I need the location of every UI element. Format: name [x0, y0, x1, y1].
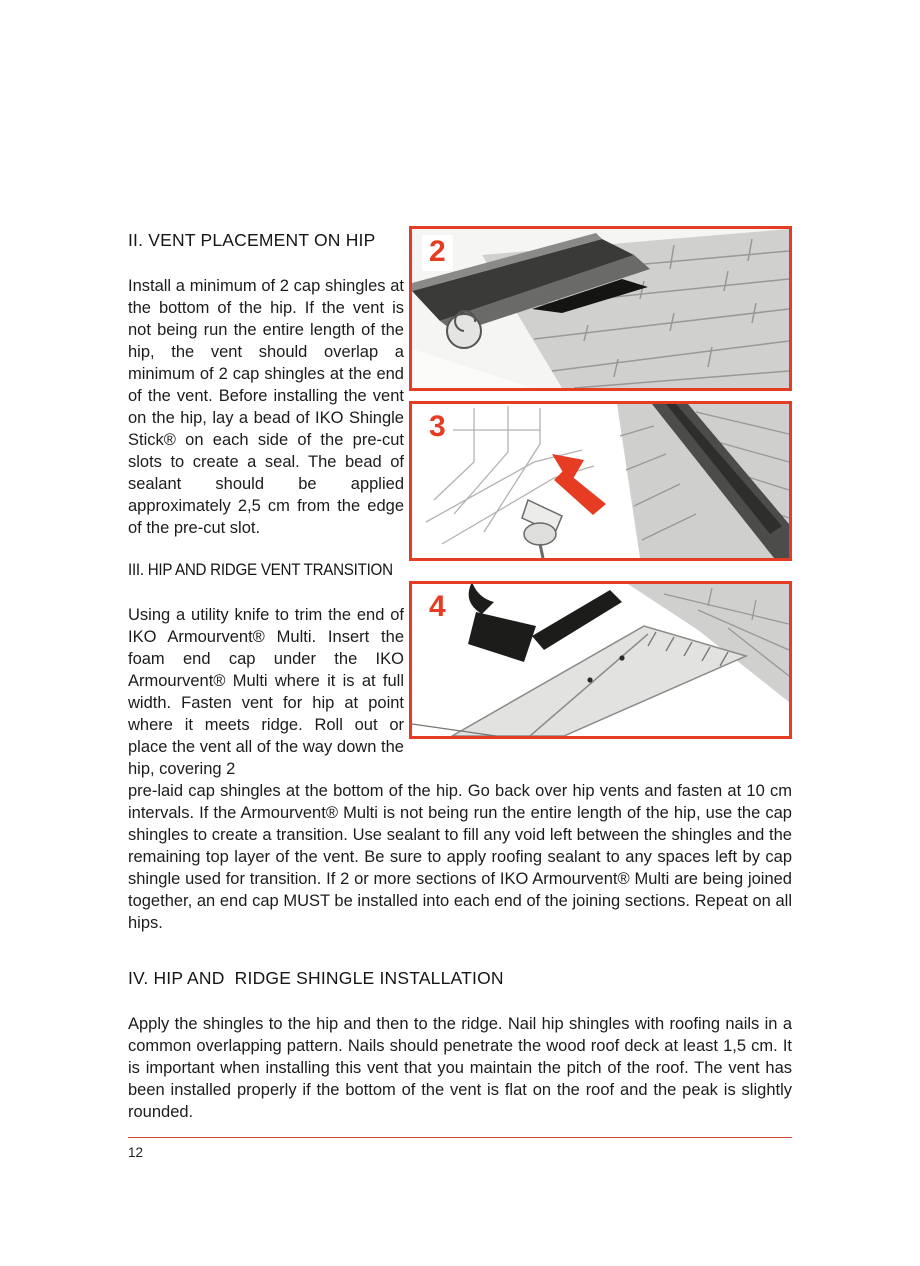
figure-2: [409, 226, 792, 391]
roof-vent-cross-section-illustration: [412, 229, 789, 388]
page-number: 12: [128, 1145, 144, 1160]
section-heading-vent-placement: II. VENT PLACEMENT ON HIP: [128, 230, 376, 250]
sealant-application-illustration: [412, 404, 789, 558]
section-body-vent-transition-left: Using a utility knife to trim the end of IKO Armourvent® Multi. Insert the foam end cap under the IKO Armourvent® Multi where it is at full width. Fasten vent for hip at point where it meets ridge. Roll out or place the vent all of the way down the hip, covering 2: [128, 606, 404, 778]
figure-3: [409, 401, 792, 561]
figure-4: [409, 581, 792, 739]
left-text-column: [128, 226, 404, 780]
hammer-fastening-vent-illustration: [412, 584, 789, 736]
two-column-region: [128, 226, 792, 780]
figure-2-number: 2: [422, 235, 453, 271]
footer-divider: [128, 1137, 792, 1138]
figure-3-number: 3: [422, 410, 453, 446]
section-body-vent-transition-continued: pre-laid cap shingles at the bottom of the hip. Go back over hip vents and fasten at 10 cm intervals. If the Armourvent® Multi is not being run the entire length of the hip, use the cap shingles to create a transition. Use sealant to fill any void left between the shingles and the remaining top layer of the vent. Be sure to apply roofing sealant to any spaces left by cap shingle used for transition. If 2 or more sections of IKO Armourvent® Multi are being joined together, an end cap MUST be installed into each end of the joining sections. Repeat on all hips.: [128, 782, 792, 932]
section-heading-shingle-installation: IV. HIP AND RIDGE SHINGLE INSTALLATION: [128, 968, 504, 988]
figures-column: [409, 226, 792, 739]
figure-4-number: 4: [422, 590, 453, 626]
section-body-vent-placement: Install a minimum of 2 cap shingles at the bottom of the hip. If the vent is not being run the entire length of the hip, the vent should overlap a minimum of 2 cap shingles at the end of the vent. Before installing the vent on the hip, lay a bead of IKO Shingle Stick® on each side of the pre-cut slots to create a seal. The bead of sealant should be applied approximately 2,5 cm from the edge of the pre-cut slot.: [128, 277, 404, 537]
section-heading-vent-transition: III. HIP AND RIDGE VENT TRANSITION: [128, 561, 393, 579]
section-body-shingle-installation: Apply the shingles to the hip and then to the ridge. Nail hip shingles with roofing nails in a common overlapping pattern. Nails should penetrate the wood roof deck at least 1,5 cm. It is important when installing this vent that you maintain the pitch of the roof. The vent has been installed properly if the bottom of the vent is flat on the roof and the peak is slightly rounded.: [128, 1015, 792, 1121]
